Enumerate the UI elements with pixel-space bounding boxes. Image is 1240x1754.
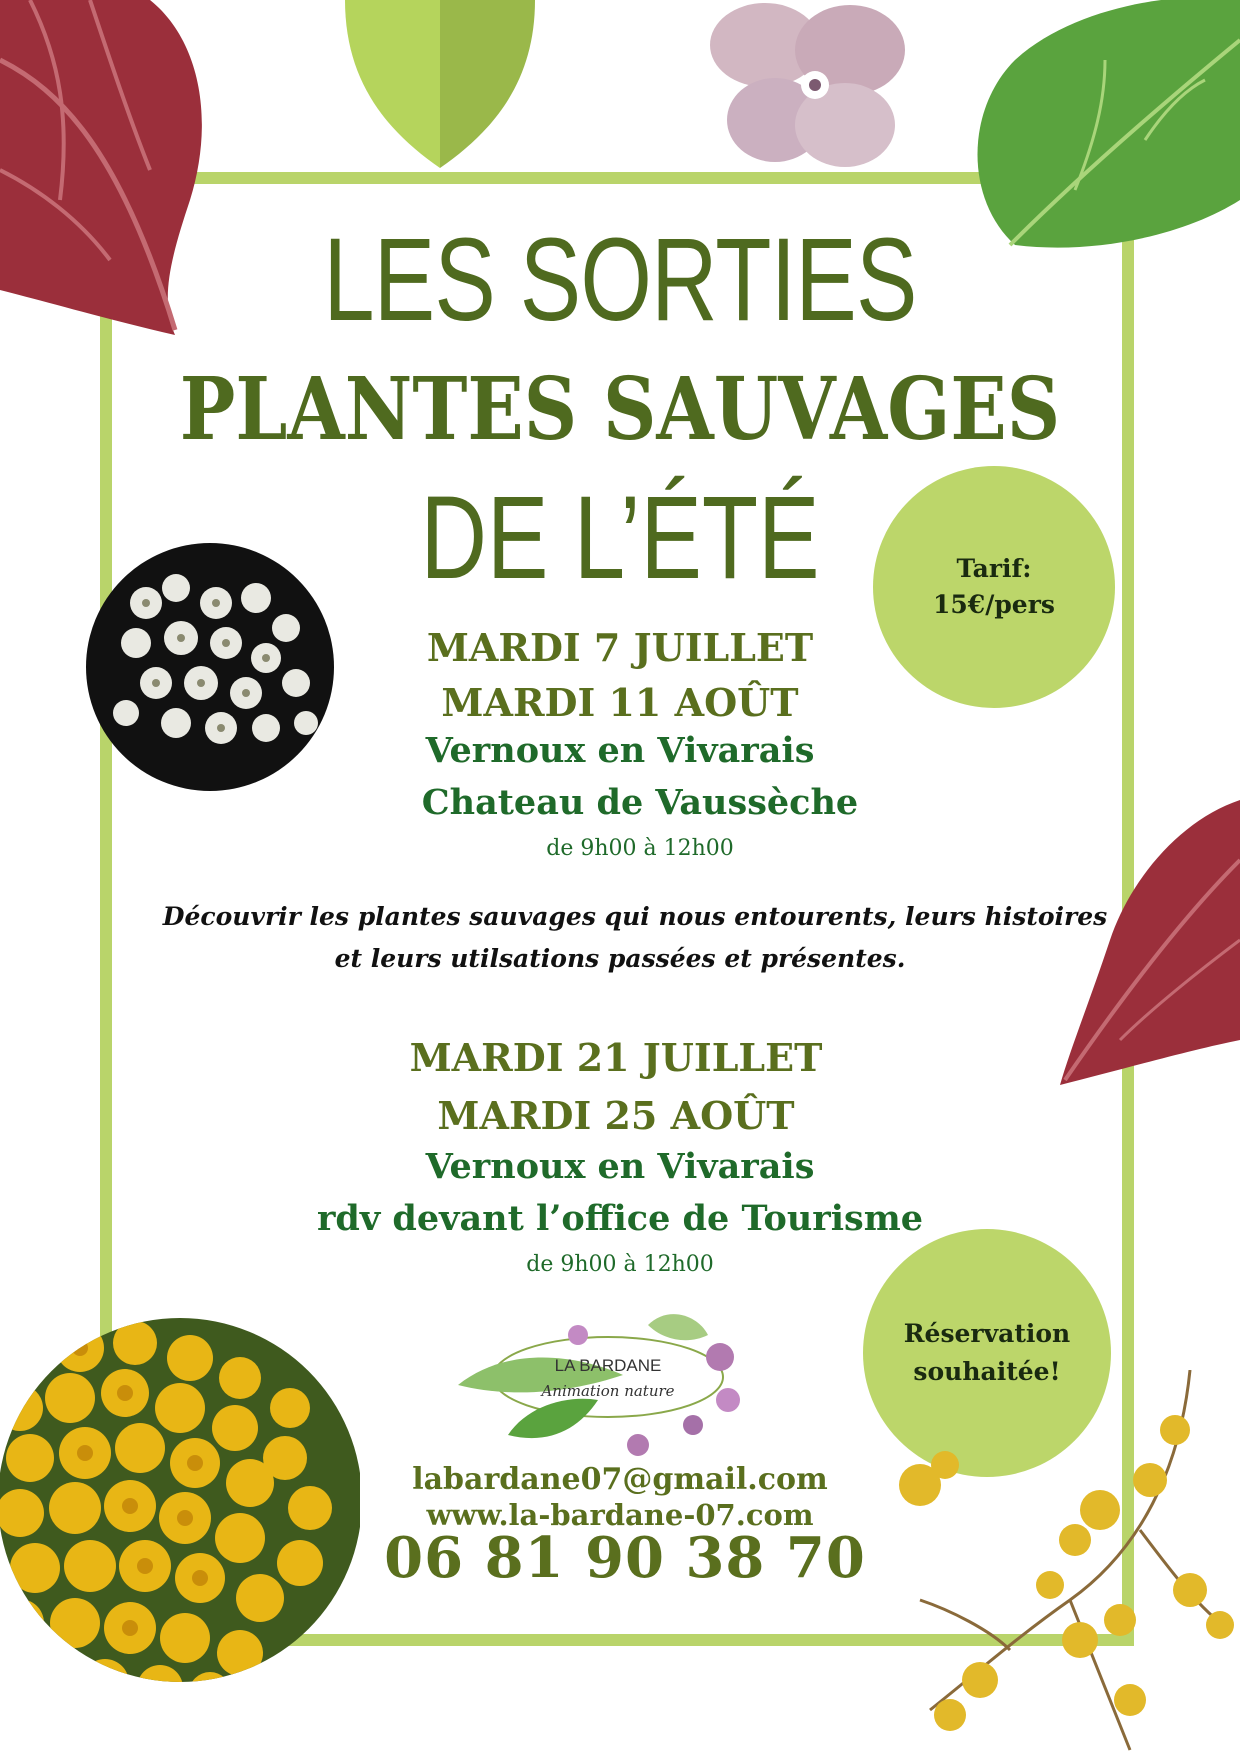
contact-phone[interactable]: 06 81 90 38 70 — [384, 1525, 866, 1591]
session1-date2: MARDI 11 AOÛT — [441, 680, 799, 725]
description-line-1: Découvrir les plantes sauvages qui nous entourents, leurs histoires — [162, 902, 1108, 931]
tarif-price: 15€/pers — [933, 590, 1055, 619]
la-bardane-logo — [448, 1305, 778, 1470]
session2-date2: MARDI 25 AOÛT — [437, 1093, 795, 1138]
hydrangea-flower-icon — [705, 0, 905, 170]
session1-hours: de 9h00 à 12h00 — [546, 836, 734, 861]
title-line-3: DE L’ÉTÉ — [420, 472, 820, 604]
title-line-1: LES SORTIES — [323, 214, 917, 346]
session1-date1: MARDI 7 JUILLET — [426, 625, 814, 670]
reservation-line-2: souhaitée! — [913, 1357, 1061, 1386]
title-line-2: PLANTES SAUVAGES — [179, 359, 1061, 460]
session1-place1: Vernoux en Vivarais — [425, 730, 815, 771]
green-leaf-shape — [345, 0, 535, 170]
logo-name: LA BARDANE — [554, 1356, 662, 1375]
tarif-label: Tarif: — [956, 554, 1032, 583]
session2-date1: MARDI 21 JUILLET — [409, 1035, 823, 1080]
description-line-2: et leurs utilsations passées et présentes. — [334, 944, 906, 973]
contact-email[interactable]: labardane07@gmail.com — [412, 1462, 828, 1497]
reservation-line-1: Réservation — [903, 1319, 1071, 1348]
session2-place1: Vernoux en Vivarais — [425, 1146, 815, 1187]
contact-website[interactable]: www.la-bardane-07.com — [426, 1498, 814, 1532]
logo-tagline: Animation nature — [541, 1382, 675, 1400]
session2-hours: de 9h00 à 12h00 — [526, 1252, 714, 1277]
tarif-badge — [873, 466, 1115, 708]
session1-place2: Chateau de Vaussèche — [421, 782, 859, 823]
session2-place2: rdv devant l’office de Tourisme — [316, 1198, 924, 1239]
